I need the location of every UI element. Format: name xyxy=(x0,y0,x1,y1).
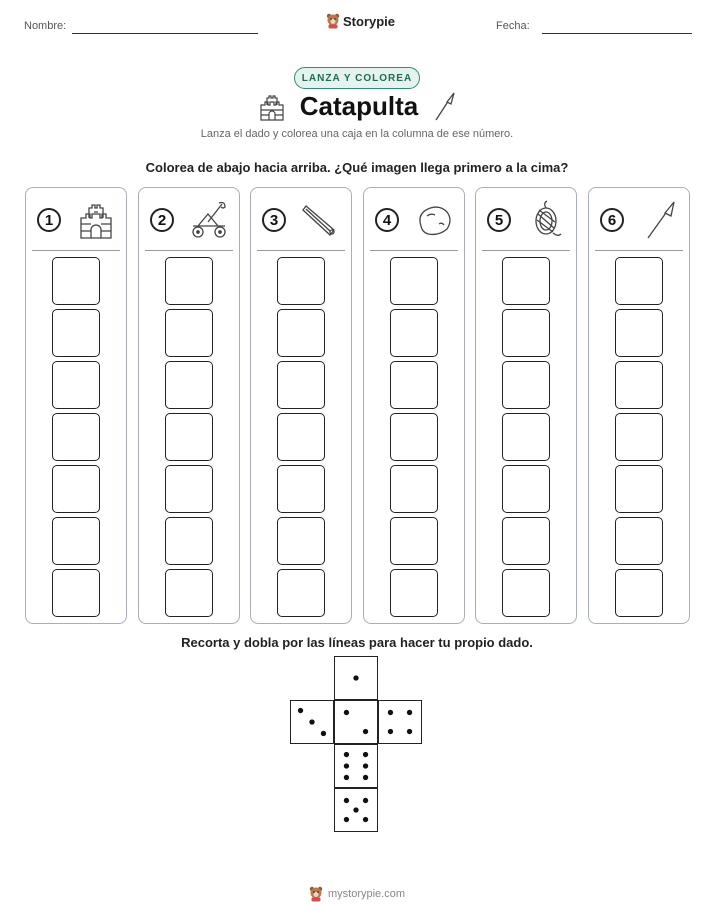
column-number: 4 xyxy=(375,208,399,232)
brand-name: Storypie xyxy=(343,13,396,29)
column-divider xyxy=(145,250,233,251)
instruction-text: Colorea de abajo hacia arriba. ¿Qué imagen llega primero a la cima? xyxy=(145,160,569,175)
name-label: Nombre: xyxy=(24,20,67,32)
date-label: Fecha: xyxy=(496,20,530,32)
column-3 xyxy=(250,187,352,624)
color-box[interactable] xyxy=(502,413,550,461)
die-pip xyxy=(309,719,314,724)
color-box[interactable] xyxy=(277,413,325,461)
color-box[interactable] xyxy=(52,517,100,565)
color-box[interactable] xyxy=(277,569,325,617)
die-pip xyxy=(353,807,358,812)
die-pip xyxy=(363,763,368,768)
color-box[interactable] xyxy=(615,517,663,565)
color-box[interactable] xyxy=(277,257,325,305)
column-4 xyxy=(363,187,465,624)
column-2 xyxy=(138,187,240,624)
color-box[interactable] xyxy=(502,569,550,617)
color-box[interactable] xyxy=(277,465,325,513)
storypie-bear-icon xyxy=(326,13,340,29)
color-box[interactable] xyxy=(165,569,213,617)
column-header xyxy=(485,200,569,240)
die-pip xyxy=(298,708,303,713)
catapult-icon xyxy=(188,200,230,240)
color-box[interactable] xyxy=(52,465,100,513)
column-divider xyxy=(370,250,458,251)
die-pip xyxy=(407,710,412,715)
color-box[interactable] xyxy=(165,465,213,513)
die-face-3 xyxy=(290,700,334,744)
title-row xyxy=(0,91,714,122)
color-box[interactable] xyxy=(615,465,663,513)
die-pip xyxy=(363,729,368,734)
column-number: 3 xyxy=(262,208,286,232)
column-header xyxy=(35,200,119,240)
color-box[interactable] xyxy=(277,361,325,409)
die-face-4 xyxy=(378,700,422,744)
castle-icon xyxy=(258,93,286,121)
die-pip xyxy=(344,775,349,780)
die-pip xyxy=(344,817,349,822)
die-pip xyxy=(388,729,393,734)
color-box[interactable] xyxy=(52,413,100,461)
color-box[interactable] xyxy=(165,413,213,461)
cut-instruction: Recorta y dobla por las líneas para hacer tu propio dado. xyxy=(181,635,533,650)
footer-url: mystorypie.com xyxy=(327,888,406,900)
color-box[interactable] xyxy=(165,361,213,409)
color-box[interactable] xyxy=(502,517,550,565)
color-box[interactable] xyxy=(390,361,438,409)
color-box[interactable] xyxy=(502,361,550,409)
column-number: 2 xyxy=(150,208,174,232)
column-header xyxy=(148,200,232,240)
date-line[interactable] xyxy=(542,33,692,34)
color-box[interactable] xyxy=(615,413,663,461)
color-box[interactable] xyxy=(502,257,550,305)
name-line[interactable] xyxy=(72,33,258,34)
column-number: 6 xyxy=(600,208,624,232)
color-box[interactable] xyxy=(52,361,100,409)
color-box[interactable] xyxy=(390,257,438,305)
color-box[interactable] xyxy=(390,569,438,617)
color-box[interactable] xyxy=(390,413,438,461)
column-number: 1 xyxy=(37,208,61,232)
die-face-2 xyxy=(334,700,378,744)
die-pip xyxy=(353,675,358,680)
color-box[interactable] xyxy=(165,257,213,305)
die-pip xyxy=(363,817,368,822)
color-box[interactable] xyxy=(165,517,213,565)
color-box[interactable] xyxy=(502,465,550,513)
column-divider xyxy=(482,250,570,251)
color-box[interactable] xyxy=(615,309,663,357)
column-divider xyxy=(32,250,120,251)
storypie-bear-icon xyxy=(309,886,323,902)
color-box[interactable] xyxy=(277,517,325,565)
color-box[interactable] xyxy=(615,361,663,409)
color-box[interactable] xyxy=(52,257,100,305)
color-box[interactable] xyxy=(615,257,663,305)
color-box[interactable] xyxy=(390,465,438,513)
die-pip xyxy=(321,731,326,736)
column-header xyxy=(598,200,682,240)
die-pip xyxy=(407,729,412,734)
color-box[interactable] xyxy=(277,309,325,357)
wooden-arm-icon xyxy=(300,200,342,240)
color-box[interactable] xyxy=(390,517,438,565)
page-title: Catapulta xyxy=(299,91,419,121)
column-6 xyxy=(588,187,690,624)
color-box[interactable] xyxy=(52,309,100,357)
die-pip xyxy=(344,763,349,768)
die-pip xyxy=(388,710,393,715)
color-box[interactable] xyxy=(165,309,213,357)
footer xyxy=(0,886,714,902)
column-divider xyxy=(257,250,345,251)
color-box[interactable] xyxy=(502,309,550,357)
stone-icon xyxy=(413,200,455,240)
die-pip xyxy=(363,752,368,757)
die-pip xyxy=(363,798,368,803)
die-pip xyxy=(344,752,349,757)
column-divider xyxy=(595,250,683,251)
die-pip xyxy=(363,775,368,780)
die-face-5 xyxy=(334,788,378,832)
activity-pill: LANZA Y COLOREA xyxy=(294,67,420,89)
brand-logo xyxy=(326,13,395,29)
die-pip xyxy=(344,798,349,803)
die-face-6 xyxy=(334,744,378,788)
spear-icon xyxy=(432,92,456,122)
die-face-1 xyxy=(334,656,378,700)
die-pip xyxy=(344,710,349,715)
spear-icon xyxy=(638,200,680,240)
color-box[interactable] xyxy=(615,569,663,617)
column-1 xyxy=(25,187,127,624)
column-header xyxy=(373,200,457,240)
castle-icon xyxy=(75,200,117,240)
column-5 xyxy=(475,187,577,624)
color-box[interactable] xyxy=(390,309,438,357)
subtitle: Lanza el dado y colorea una caja en la columna de ese número. xyxy=(200,128,514,140)
column-number: 5 xyxy=(487,208,511,232)
rope-icon xyxy=(525,200,567,240)
column-header xyxy=(260,200,344,240)
color-box[interactable] xyxy=(52,569,100,617)
